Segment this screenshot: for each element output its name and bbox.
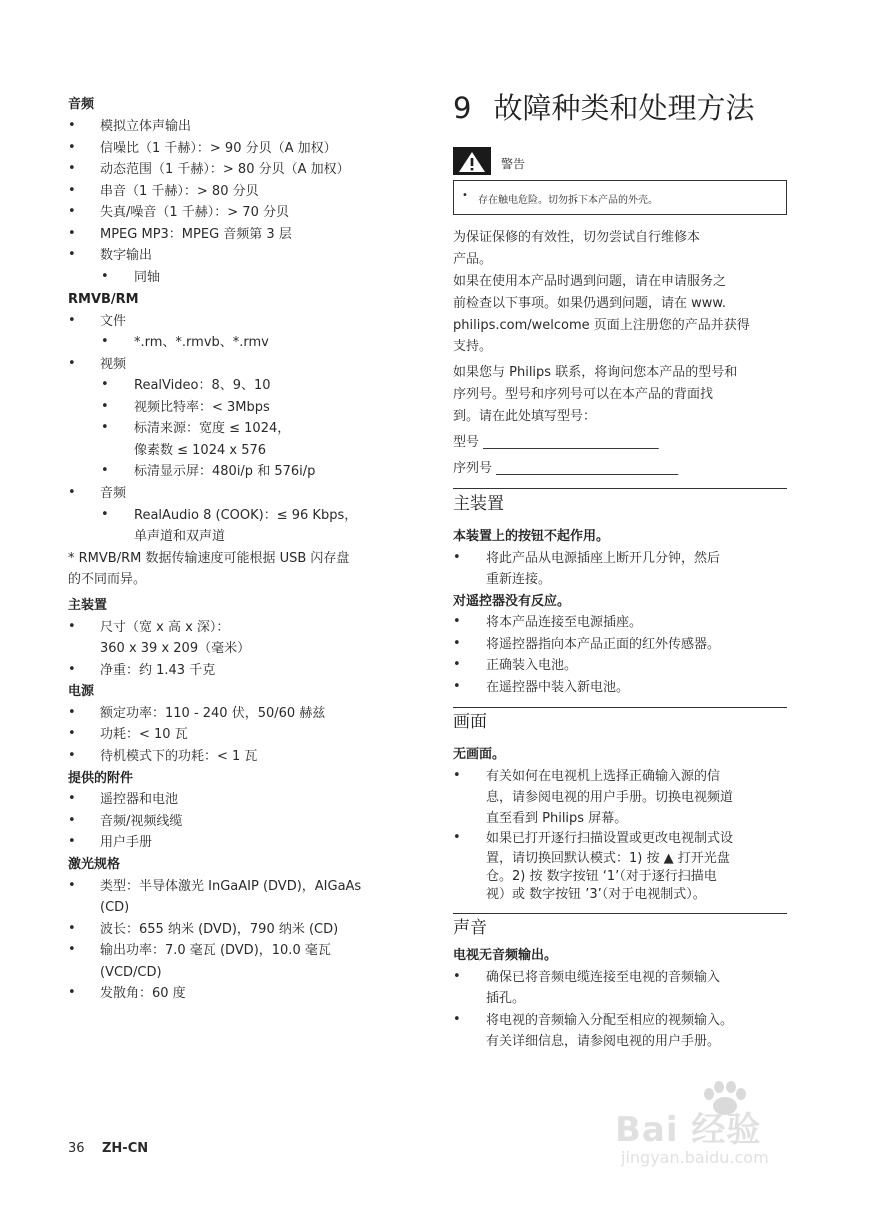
bullet: • bbox=[453, 614, 461, 629]
bullet: • bbox=[101, 507, 109, 522]
main-unit-section-title: 主装置 bbox=[453, 494, 504, 514]
list-item: 波长：655 纳米 (DVD)，790 纳米 (CD) bbox=[100, 922, 339, 937]
intro-text: 如果您与 Philips 联系，将询问您本产品的型号和 bbox=[453, 365, 738, 380]
bullet: • bbox=[68, 204, 76, 219]
solution-item-cont: 有关详细信息，请参阅电视的用户手册。 bbox=[486, 1034, 721, 1049]
bullet: • bbox=[462, 190, 468, 201]
bullet: • bbox=[68, 247, 76, 262]
bullet: • bbox=[68, 748, 76, 763]
bullet: • bbox=[68, 662, 76, 677]
intro-text: 产品。 bbox=[453, 252, 493, 267]
rmvb-note: * RMVB/RM 数据传输速度可能根据 USB 闪存盘 bbox=[68, 551, 350, 566]
warning-text: 存在触电危险。切勿拆下本产品的外壳。 bbox=[478, 195, 658, 206]
list-item: 用户手册 bbox=[100, 835, 153, 850]
sound-section-title: 声音 bbox=[453, 918, 487, 938]
solution-item-cont: 直至看到 Philips 屏幕。 bbox=[486, 811, 628, 826]
list-item: 串音（1 千赫）：> 80 分贝 bbox=[100, 184, 259, 199]
solution-item: 将本产品连接至电源插座。 bbox=[486, 615, 643, 630]
list-item: 视频 bbox=[100, 357, 127, 372]
list-item: 额定功率：110 - 240 伏，50/60 赫兹 bbox=[100, 706, 326, 721]
bullet: • bbox=[453, 657, 461, 672]
solution-item-cont: 置，请切换回默认模式：1) 按 ▲ 打开光盘 bbox=[486, 851, 730, 866]
list-item: 发散角：60 度 bbox=[100, 986, 186, 1001]
warning-box bbox=[453, 147, 787, 215]
intro-text: 为保证保修的有效性，切勿尝试自行维修本 bbox=[453, 230, 701, 245]
audio-heading: 音频 bbox=[68, 97, 95, 112]
solution-item-cont: 仓。2) 按 数字按钮 ‘1’（对于逐行扫描电 bbox=[486, 869, 717, 884]
bullet: • bbox=[101, 399, 109, 414]
bullet: • bbox=[68, 226, 76, 241]
list-item: 数字输出 bbox=[100, 248, 153, 263]
section-divider bbox=[453, 707, 787, 708]
laser-heading: 激光规格 bbox=[68, 857, 121, 872]
list-item-cont: (CD) bbox=[100, 900, 130, 915]
bullet: • bbox=[453, 679, 461, 694]
bullet: • bbox=[101, 377, 109, 392]
bullet: • bbox=[68, 619, 76, 634]
serial-field: 序列号 ____________________________ bbox=[453, 461, 679, 476]
bullet: • bbox=[68, 834, 76, 849]
warning-icon bbox=[453, 147, 491, 175]
bullet: • bbox=[68, 118, 76, 133]
bullet: • bbox=[453, 969, 461, 984]
list-item-cont: (VCD/CD) bbox=[100, 965, 162, 980]
solution-item: 在遥控器中装入新电池。 bbox=[486, 680, 630, 695]
warning-label: 警告 bbox=[501, 157, 526, 171]
solution-item-cont: 重新连接。 bbox=[486, 572, 552, 587]
power-heading: 电源 bbox=[68, 684, 95, 699]
solution-item: 将遥控器指向本产品正面的红外传感器。 bbox=[486, 637, 721, 652]
sub-list-item: 标清来源：宽度 ≤ 1024， bbox=[134, 421, 291, 436]
list-item: 输出功率：7.0 毫瓦 (DVD)，10.0 毫瓦 bbox=[100, 943, 331, 958]
list-item: 类型：半导体激光 InGaAIP (DVD)，AIGaAs bbox=[100, 879, 362, 894]
intro-text: 序列号。型号和序列号可以在本产品的背面找 bbox=[453, 387, 714, 402]
problem-heading: 本装置上的按钮不起作用。 bbox=[453, 529, 610, 544]
bullet: • bbox=[68, 921, 76, 936]
bullet: • bbox=[101, 334, 109, 349]
solution-item: 将此产品从电源插座上断开几分钟，然后 bbox=[486, 551, 721, 566]
bullet: • bbox=[68, 313, 76, 328]
solution-item: 如果已打开逐行扫描设置或更改电视制式设 bbox=[486, 831, 734, 846]
problem-heading: 电视无音频输出。 bbox=[453, 948, 558, 963]
sub-list-item: 同轴 bbox=[134, 270, 161, 285]
solution-item: 正确装入电池。 bbox=[486, 658, 578, 673]
bullet: • bbox=[453, 768, 461, 783]
list-item: MPEG MP3：MPEG 音频第 3 层 bbox=[100, 227, 292, 242]
bullet: • bbox=[68, 726, 76, 741]
sub-list-item-cont: 单声道和双声道 bbox=[134, 529, 226, 544]
page-number: 36 bbox=[68, 1141, 85, 1156]
bullet: • bbox=[101, 269, 109, 284]
bullet: • bbox=[101, 420, 109, 435]
list-item: 净重：约 1.43 千克 bbox=[100, 663, 216, 678]
solution-item: 确保已将音频电缆连接至电视的音频输入 bbox=[486, 970, 721, 985]
solution-item: 有关如何在电视机上选择正确输入源的信 bbox=[486, 769, 721, 784]
bullet: • bbox=[101, 463, 109, 478]
chapter-number: 9 bbox=[453, 91, 472, 125]
rmvb-note: 的不同而异。 bbox=[68, 572, 147, 587]
bullet: • bbox=[68, 356, 76, 371]
bullet: • bbox=[68, 985, 76, 1000]
list-item: 文件 bbox=[100, 314, 127, 329]
list-item: 动态范围（1 千赫）：> 80 分贝（A 加权） bbox=[100, 162, 350, 177]
model-field: 型号 ___________________________ bbox=[453, 435, 659, 450]
warning-body bbox=[453, 180, 787, 215]
bullet: • bbox=[68, 485, 76, 500]
bullet: • bbox=[68, 791, 76, 806]
bullet: • bbox=[453, 636, 461, 651]
picture-section-title: 画面 bbox=[453, 712, 487, 732]
sub-list-item-cont: 像素数 ≤ 1024 x 576 bbox=[134, 443, 267, 458]
bullet: • bbox=[68, 813, 76, 828]
bullet: • bbox=[68, 878, 76, 893]
sub-list-item: RealVideo：8、9、10 bbox=[134, 378, 271, 393]
sub-list-item: 视频比特率：< 3Mbps bbox=[134, 400, 270, 415]
bullet: • bbox=[68, 705, 76, 720]
bullet: • bbox=[68, 942, 76, 957]
section-divider bbox=[453, 913, 787, 914]
watermark-brand: Bai 经验 bbox=[615, 1110, 762, 1150]
watermark bbox=[615, 1080, 815, 1175]
section-divider bbox=[453, 488, 787, 489]
bullet: • bbox=[453, 550, 461, 565]
rmvb-heading: RMVB/RM bbox=[68, 292, 139, 307]
main-unit-heading: 主装置 bbox=[68, 598, 108, 613]
list-item: 信噪比（1 千赫）：> 90 分贝（A 加权） bbox=[100, 141, 337, 156]
list-item-cont: 360 x 39 x 209（毫米） bbox=[100, 641, 251, 656]
problem-heading: 无画面。 bbox=[453, 747, 506, 762]
language-code: ZH-CN bbox=[102, 1141, 149, 1156]
warning-header bbox=[453, 147, 553, 180]
intro-text: 支持。 bbox=[453, 339, 493, 354]
bullet: • bbox=[68, 161, 76, 176]
intro-text: 到。请在此处填写型号： bbox=[453, 409, 597, 424]
watermark-url: jingyan.baidu.com bbox=[621, 1148, 769, 1167]
list-item: 失真/噪音（1 千赫）：> 70 分贝 bbox=[100, 205, 289, 220]
sub-list-item: RealAudio 8 (COOK)：≤ 96 Kbps， bbox=[134, 508, 358, 523]
list-item: 尺寸（宽 x 高 x 深）： bbox=[100, 620, 230, 635]
solution-item-cont: 视）或 数字按钮 ’3’（对于电视制式）。 bbox=[486, 887, 706, 902]
problem-heading: 对遥控器没有反应。 bbox=[453, 594, 571, 609]
list-item: 音频 bbox=[100, 486, 127, 501]
accessories-heading: 提供的附件 bbox=[68, 771, 134, 786]
solution-item-cont: 插孔。 bbox=[486, 991, 526, 1006]
solution-item-cont: 息，请参阅电视的用户手册。切换电视频道 bbox=[486, 790, 734, 805]
intro-text: 前检查以下事项。如果仍遇到问题，请在 www. bbox=[453, 296, 726, 311]
list-item: 功耗：< 10 瓦 bbox=[100, 727, 188, 742]
sub-list-item: *.rm、*.rmvb、*.rmv bbox=[134, 335, 269, 350]
list-item: 遥控器和电池 bbox=[100, 792, 179, 807]
bullet: • bbox=[453, 830, 461, 845]
list-item: 音频/视频线缆 bbox=[100, 814, 183, 829]
bullet: • bbox=[68, 140, 76, 155]
intro-text: 如果在使用本产品时遇到问题，请在申请服务之 bbox=[453, 274, 727, 289]
chapter-title-text: 故障种类和处理方法 bbox=[493, 91, 755, 125]
intro-text: philips.com/welcome 页面上注册您的产品并获得 bbox=[453, 318, 750, 333]
chapter-title bbox=[453, 91, 754, 125]
list-item: 模拟立体声输出 bbox=[100, 119, 192, 134]
bullet: • bbox=[68, 183, 76, 198]
bullet: • bbox=[453, 1012, 461, 1027]
list-item: 待机模式下的功耗：< 1 瓦 bbox=[100, 749, 258, 764]
sub-list-item: 标清显示屏：480i/p 和 576i/p bbox=[134, 464, 316, 479]
solution-item: 将电视的音频输入分配至相应的视频输入。 bbox=[486, 1013, 734, 1028]
